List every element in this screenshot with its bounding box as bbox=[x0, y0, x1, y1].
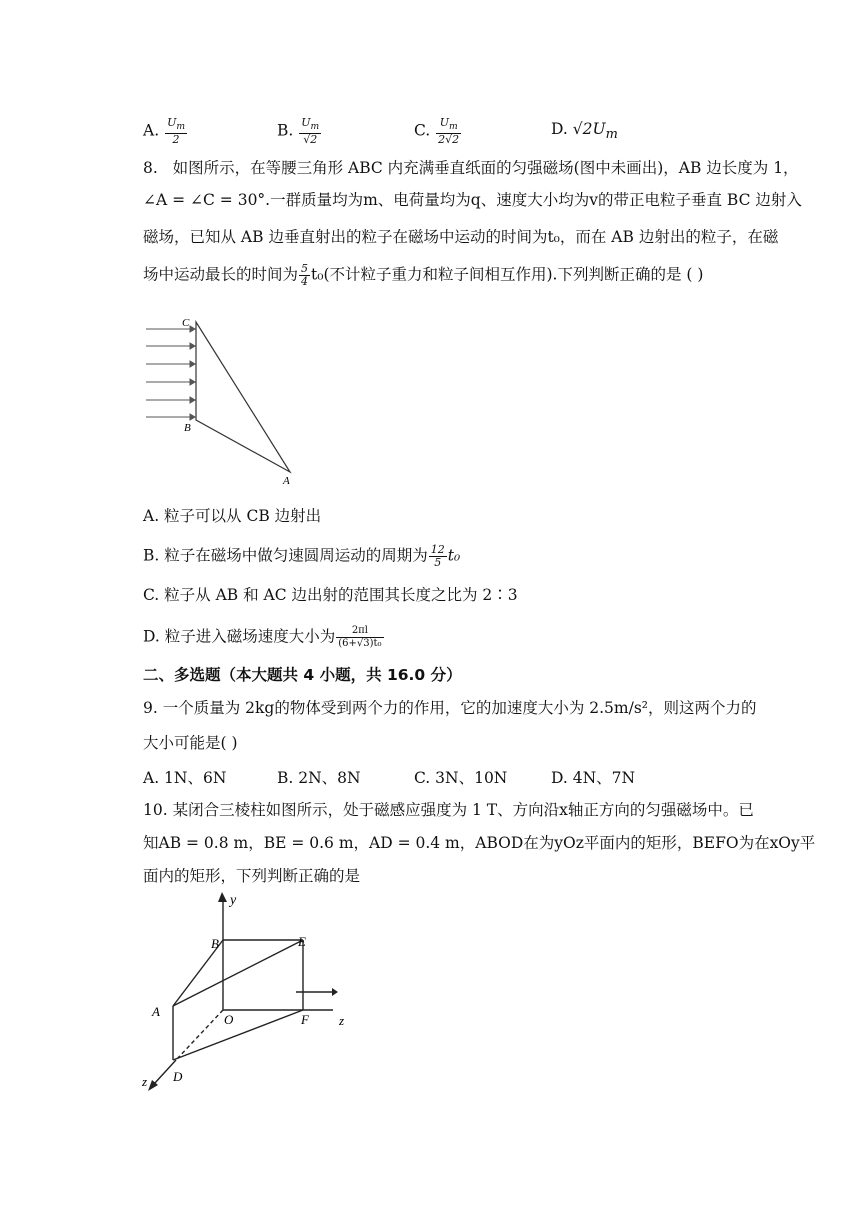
q10-prism-figure bbox=[138, 888, 368, 1098]
subscript: m bbox=[448, 121, 458, 133]
q8-option-d bbox=[143, 625, 385, 650]
fraction bbox=[299, 263, 310, 288]
axis-y-label: y bbox=[230, 893, 237, 908]
question-number: 8. bbox=[143, 159, 158, 177]
vertex-d-label: D bbox=[173, 1069, 183, 1084]
axis-x-label: z bbox=[339, 1013, 345, 1028]
fraction-denominator: 2 bbox=[172, 133, 180, 147]
fraction bbox=[165, 117, 187, 146]
fraction-numerator: U bbox=[167, 116, 177, 129]
q10-stem-line-2: 知AB = 0.8 m，BE = 0.6 m，AD = 0.4 m，ABOD在为yOz平面内的矩形，BEFO为在xOy平 bbox=[143, 834, 816, 852]
q9-stem-line-2: 大小可能是( ) bbox=[143, 734, 238, 752]
q7-option-a bbox=[143, 117, 188, 146]
fraction bbox=[299, 117, 321, 146]
fraction-numerator: 12 bbox=[430, 543, 445, 556]
fraction-denominator: (6+√3)t₀ bbox=[338, 638, 382, 649]
q9-option-a: A. 1N、6N bbox=[143, 769, 227, 787]
option-text: D. 粒子进入磁场速度大小为 bbox=[143, 627, 336, 646]
q8-stem-line-3: 磁场，已知从 AB 边垂直射出的粒子在磁场中运动的时间为t₀，而在 AB 边射出的粒子，在磁 bbox=[143, 228, 779, 246]
q9-option-d: D. 4N、7N bbox=[551, 769, 636, 787]
fraction-denominator: √2 bbox=[303, 133, 318, 147]
option-label: B. bbox=[277, 121, 294, 140]
option-value: √2U bbox=[572, 120, 606, 138]
option-label: A. bbox=[143, 121, 160, 140]
origin-o-label: O bbox=[224, 1012, 234, 1027]
q7-option-b bbox=[277, 117, 322, 146]
option-label: C. bbox=[414, 121, 431, 140]
q8-option-c: C. 粒子从 AB 和 AC 边出射的范围其长度之比为 2∶3 bbox=[143, 586, 518, 604]
fraction bbox=[336, 625, 383, 650]
fraction-numerator: 5 bbox=[301, 262, 309, 275]
question-text: 如图所示，在等腰三角形 ABC 内充满垂直纸面的匀强磁场(图中未画出)，AB 边长度为 1， bbox=[172, 159, 799, 177]
q10-stem-line-3: 面内的矩形，下列判断正确的是 bbox=[143, 867, 361, 885]
vertex-f-label: F bbox=[301, 1012, 309, 1027]
option-label: D. bbox=[551, 120, 568, 138]
fraction-numerator: 2πl bbox=[336, 625, 383, 638]
option-text: B. 粒子在磁场中做匀速圆周运动的周期为 bbox=[143, 546, 428, 565]
vertex-a-label: A bbox=[152, 1004, 160, 1019]
option-text: t₀ bbox=[447, 546, 461, 565]
subscript: m bbox=[176, 121, 186, 133]
fraction bbox=[436, 117, 461, 146]
q8-option-b bbox=[143, 544, 460, 569]
fraction-numerator: U bbox=[301, 116, 311, 129]
q9-option-c: C. 3N、10N bbox=[414, 769, 508, 787]
subscript: m bbox=[605, 127, 618, 143]
q9-option-b: B. 2N、8N bbox=[277, 769, 361, 787]
fraction-numerator: U bbox=[439, 116, 449, 129]
q8-stem-line-2: ∠A = ∠C = 30°.一群质量均为m、电荷量均为q、速度大小均为v的带正电粒子垂直 BC 边射入 bbox=[143, 191, 802, 209]
fraction bbox=[429, 544, 447, 569]
q8-option-a: A. 粒子可以从 CB 边射出 bbox=[143, 507, 322, 525]
q8-triangle-figure bbox=[138, 314, 308, 490]
section-heading: 二、多选题（本大题共 4 小题，共 16.0 分） bbox=[143, 666, 462, 684]
question-text: 场中运动最长的时间为 bbox=[143, 265, 299, 284]
q10-stem-line-1: 10. 某闭合三棱柱如图所示，处于磁感应强度为 1 T、方向沿x轴正方向的匀强磁场中。已 bbox=[143, 801, 754, 819]
vertex-b-label: B bbox=[211, 936, 219, 951]
q8-stem-line-1 bbox=[143, 158, 799, 178]
fraction-denominator: 5 bbox=[434, 556, 442, 569]
q8-stem-line-4 bbox=[143, 263, 703, 288]
fraction-denominator: 2√2 bbox=[438, 133, 460, 147]
vertex-c-label: C bbox=[182, 317, 190, 329]
vertex-b-label: B bbox=[184, 422, 191, 434]
question-text: t₀(不计粒子重力和粒子间相互作用).下列判断正确的是 ( ) bbox=[311, 265, 704, 284]
q7-option-d bbox=[551, 120, 618, 142]
fraction-denominator: 4 bbox=[301, 275, 309, 288]
q9-stem-line-1: 9. 一个质量为 2kg的物体受到两个力的作用，它的加速度大小为 2.5m/s²，则这两个力的 bbox=[143, 699, 757, 717]
vertex-a-label: A bbox=[283, 475, 290, 487]
axis-z-label: z bbox=[142, 1074, 148, 1089]
vertex-e-label: E bbox=[298, 934, 306, 949]
q7-option-c bbox=[414, 117, 462, 146]
subscript: m bbox=[310, 121, 320, 133]
